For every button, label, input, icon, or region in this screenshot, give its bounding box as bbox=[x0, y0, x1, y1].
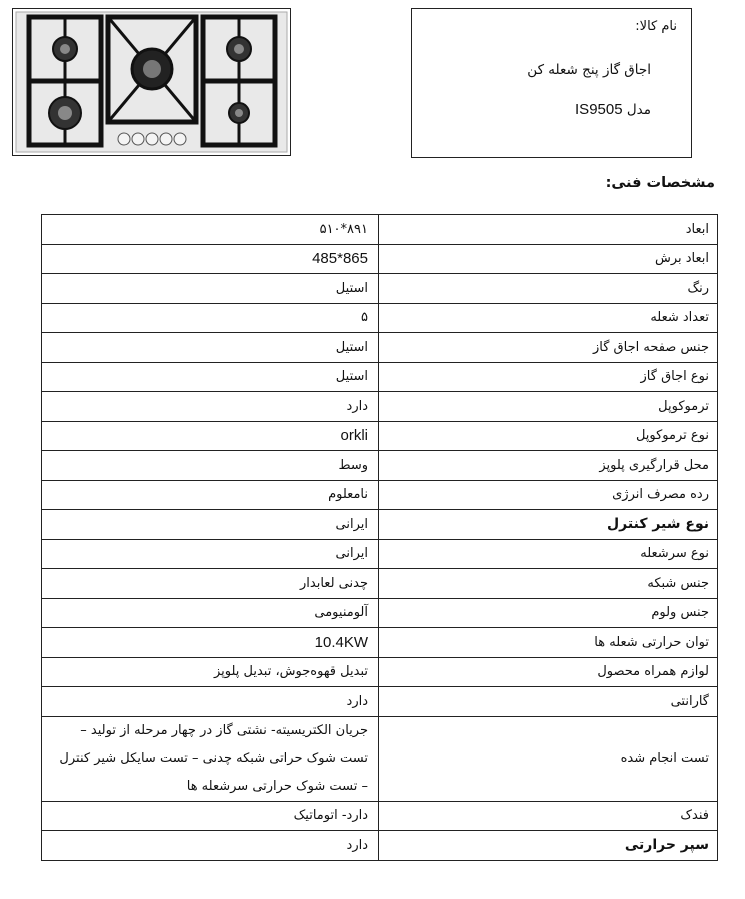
spec-value: دارد bbox=[42, 392, 379, 422]
spec-key: جنس صفحه اجاق گاز bbox=[379, 333, 718, 363]
spec-value: ایرانی bbox=[42, 510, 379, 540]
spec-row bbox=[42, 539, 718, 569]
spec-row bbox=[42, 421, 718, 451]
spec-value: دارد bbox=[42, 831, 379, 861]
spec-key: تست انجام شده bbox=[379, 716, 718, 801]
spec-row bbox=[42, 244, 718, 274]
spec-value: orkli bbox=[42, 421, 379, 451]
product-name: اجاق گاز پنج شعله کن bbox=[527, 62, 651, 78]
spec-row bbox=[42, 598, 718, 628]
spec-value: استیل bbox=[42, 333, 379, 363]
section-title: مشخصات فنی: bbox=[605, 175, 715, 191]
spec-row bbox=[42, 510, 718, 540]
spec-row bbox=[42, 392, 718, 422]
spec-key: نوع ترموکوپل bbox=[379, 421, 718, 451]
spec-key: رنگ bbox=[379, 274, 718, 304]
spec-key: ترموکوپل bbox=[379, 392, 718, 422]
spec-value: وسط bbox=[42, 451, 379, 481]
spec-value: 10.4KW bbox=[42, 628, 379, 658]
spec-row bbox=[42, 569, 718, 599]
spec-row bbox=[42, 716, 718, 801]
spec-row bbox=[42, 657, 718, 687]
spec-key: توان حرارتی شعله ها bbox=[379, 628, 718, 658]
spec-row bbox=[42, 451, 718, 481]
product-photo bbox=[12, 8, 291, 156]
spec-key: لوازم همراه محصول bbox=[379, 657, 718, 687]
spec-value: ۵ bbox=[42, 303, 379, 333]
spec-row bbox=[42, 628, 718, 658]
product-name-box bbox=[411, 8, 692, 158]
spec-row bbox=[42, 480, 718, 510]
spec-row bbox=[42, 333, 718, 363]
spec-value: دارد bbox=[42, 687, 379, 717]
spec-row bbox=[42, 215, 718, 245]
product-model bbox=[575, 101, 651, 118]
spec-row bbox=[42, 801, 718, 831]
spec-value: ایرانی bbox=[42, 539, 379, 569]
spec-value: استیل bbox=[42, 274, 379, 304]
spec-key: نوع شیر کنترل bbox=[379, 510, 718, 540]
spec-key: سپر حرارتی bbox=[379, 831, 718, 861]
spec-value: چدنی لعابدار bbox=[42, 569, 379, 599]
spec-row bbox=[42, 687, 718, 717]
spec-value: 865*485 bbox=[42, 244, 379, 274]
spec-row bbox=[42, 831, 718, 861]
spec-key: محل قرارگیری پلوپز bbox=[379, 451, 718, 481]
spec-value: آلومنیومی bbox=[42, 598, 379, 628]
spec-key: رده مصرف انرژی bbox=[379, 480, 718, 510]
spec-value: تبدیل قهوه‌جوش، تبدیل پلوپز bbox=[42, 657, 379, 687]
spec-key: ابعاد برش bbox=[379, 244, 718, 274]
spec-row bbox=[42, 362, 718, 392]
spec-key: جنس ولوم bbox=[379, 598, 718, 628]
spec-key: نوع سرشعله bbox=[379, 539, 718, 569]
specs-table bbox=[41, 214, 718, 861]
spec-value: استیل bbox=[42, 362, 379, 392]
spec-key: گارانتی bbox=[379, 687, 718, 717]
spec-key: فندک bbox=[379, 801, 718, 831]
spec-key: تعداد شعله bbox=[379, 303, 718, 333]
model-code: IS9505 bbox=[575, 101, 623, 118]
product-name-label: نام کالا: bbox=[635, 19, 677, 34]
spec-key: جنس شبکه bbox=[379, 569, 718, 599]
spec-key: ابعاد bbox=[379, 215, 718, 245]
spec-value: جریان الکتریسیته- نشتی گاز در چهار مرحله از تولید – تست شوک حراتی شبکه چدنی – تست سایکل شیر کنترل – تست شوک حرارتی سرشعله ها bbox=[42, 716, 379, 801]
spec-row bbox=[42, 274, 718, 304]
spec-row bbox=[42, 303, 718, 333]
spec-key: نوع اجاق گاز bbox=[379, 362, 718, 392]
control-knobs bbox=[118, 133, 186, 145]
spec-value: ۸۹۱*۵۱۰ bbox=[42, 215, 379, 245]
spec-value: نامعلوم bbox=[42, 480, 379, 510]
spec-value: دارد- اتوماتیک bbox=[42, 801, 379, 831]
model-label: مدل bbox=[626, 102, 651, 118]
